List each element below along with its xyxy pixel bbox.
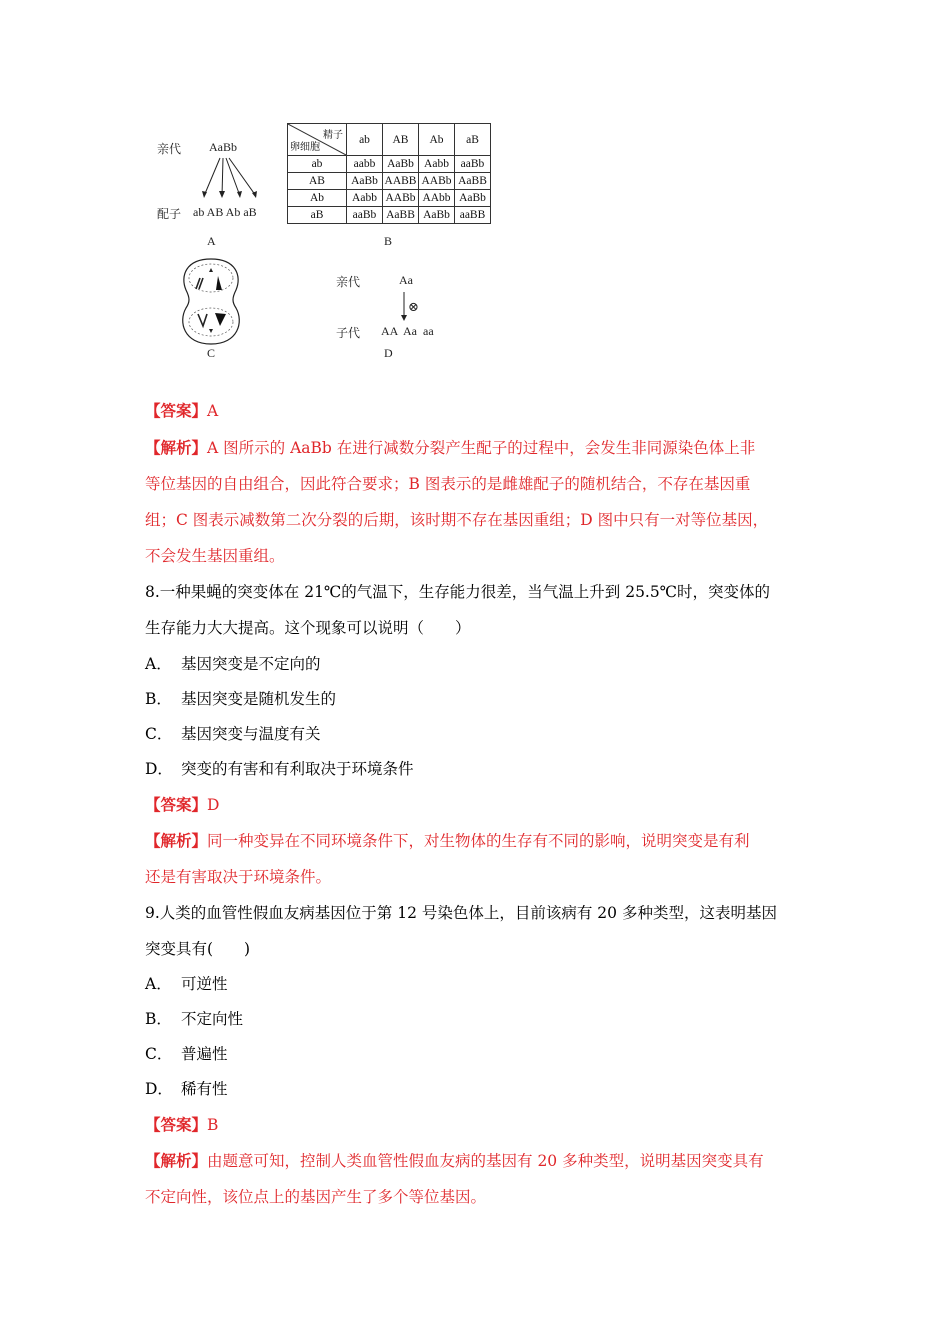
figure-d-offspring-label: 子代 bbox=[336, 326, 361, 340]
punnett-cell: aaBb bbox=[347, 207, 383, 224]
punnett-cell: AaBb bbox=[347, 173, 383, 190]
figure-d-selfing-symbol: ⊗ bbox=[408, 299, 419, 314]
answer-tag: 【答案】 bbox=[145, 401, 208, 420]
q9-stem-line: 突变具有( ) bbox=[145, 940, 251, 958]
q9-answer bbox=[145, 1115, 218, 1135]
q8-stem-line: 生存能力大大提高。这个现象可以说明（ ） bbox=[145, 619, 471, 637]
figure-a-parent-label: 亲代 bbox=[157, 142, 182, 156]
option-text: 基因突变是随机发生的 bbox=[181, 690, 337, 708]
option-letter: B． bbox=[145, 690, 172, 708]
figure-c-caption: C bbox=[207, 346, 216, 360]
option-text: 突变的有害和有利取决于环境条件 bbox=[181, 760, 414, 778]
figure-a-gametes: ab AB Ab aB bbox=[193, 205, 257, 219]
punnett-cell: AABb bbox=[419, 173, 455, 190]
q8-answer bbox=[145, 795, 219, 815]
punnett-cell: AABB bbox=[383, 173, 419, 190]
figure-a-parent-genotype: AaBb bbox=[209, 140, 237, 154]
figure-d-caption: D bbox=[384, 346, 393, 360]
punnett-cell: AaBb bbox=[419, 207, 455, 224]
q9-stem-line: 9.人类的血管性假血友病基因位于第 12 号染色体上，目前该病有 20 多种类型，这表明基因 bbox=[145, 904, 777, 922]
q9-analysis-line bbox=[145, 1151, 764, 1171]
punnett-cell: Aabb bbox=[347, 190, 383, 207]
analysis-text: 由题意可知，控制人类血管性假血友病的基因有 20 多种类型，说明基因突变具有 bbox=[207, 1152, 764, 1170]
option-letter: D． bbox=[145, 1080, 173, 1098]
q9-option-b bbox=[145, 1009, 243, 1029]
q8-option-b bbox=[145, 689, 336, 709]
q8-option-d bbox=[145, 759, 414, 779]
punnett-cell: AaBB bbox=[383, 207, 419, 224]
answer-tag: 【答案】 bbox=[145, 795, 208, 814]
option-text: 不定向性 bbox=[181, 1010, 244, 1028]
punnett-cell: AAbb bbox=[419, 190, 455, 207]
q8-analysis-line bbox=[145, 831, 750, 851]
punnett-corner-egg: 卵细胞 bbox=[290, 142, 320, 153]
figure-d-offspring: AA Aa aa bbox=[381, 324, 434, 338]
analysis-tag: 【解析】 bbox=[145, 831, 208, 850]
punnett-cell: AaBb bbox=[383, 156, 419, 173]
q9-option-c bbox=[145, 1044, 228, 1064]
q9-analysis-line: 不定向性，该位点上的基因产生了多个等位基因。 bbox=[145, 1188, 487, 1206]
q8-option-a bbox=[145, 654, 321, 674]
q7-analysis-line: 组；C 图表示减数第二次分裂的后期，该时期不存在基因重组；D 图中只有一对等位基因， bbox=[145, 511, 769, 529]
q8-analysis-line: 还是有害取决于环境条件。 bbox=[145, 868, 332, 886]
option-text: 可逆性 bbox=[181, 975, 228, 993]
punnett-cell: aaBB bbox=[455, 207, 491, 224]
q9-option-a bbox=[145, 974, 228, 994]
option-letter: C． bbox=[145, 1045, 173, 1063]
q7-analysis-line bbox=[145, 438, 755, 458]
q7-answer bbox=[145, 401, 218, 421]
figure-b-punnett-table bbox=[287, 123, 491, 224]
answer-value: A bbox=[207, 402, 219, 420]
q9-option-d bbox=[145, 1079, 228, 1099]
figure-b-caption: B bbox=[384, 234, 393, 248]
punnett-col-header: AB bbox=[383, 124, 419, 156]
answer-value: D bbox=[207, 796, 220, 814]
punnett-col-header: ab bbox=[347, 124, 383, 156]
figure-d-parent-label: 亲代 bbox=[336, 275, 361, 289]
answer-value: B bbox=[207, 1116, 219, 1134]
analysis-tag: 【解析】 bbox=[145, 438, 208, 457]
option-letter: D． bbox=[145, 760, 173, 778]
punnett-corner-sperm: 精子 bbox=[323, 130, 343, 141]
figure-a-arrows bbox=[196, 156, 268, 202]
figure-c-cell-division-drawing bbox=[176, 256, 246, 348]
punnett-row-header: ab bbox=[288, 156, 347, 173]
analysis-text: A 图所示的 AaBb 在进行减数分裂产生配子的过程中，会发生非同源染色体上非 bbox=[207, 439, 756, 457]
punnett-cell: AaBB bbox=[455, 173, 491, 190]
answer-tag: 【答案】 bbox=[145, 1115, 208, 1134]
q8-option-c bbox=[145, 724, 321, 744]
q8-stem-line: 8.一种果蝇的突变体在 21℃的气温下，生存能力很差，当气温上升到 25.5℃时，突变体的 bbox=[145, 583, 771, 601]
figure-a-caption: A bbox=[207, 234, 216, 248]
punnett-cell: Aabb bbox=[419, 156, 455, 173]
punnett-col-header: aB bbox=[455, 124, 491, 156]
punnett-row-header: AB bbox=[288, 173, 347, 190]
punnett-cell: aabb bbox=[347, 156, 383, 173]
analysis-text: 同一种变异在不同环境条件下，对生物体的生存有不同的影响，说明突变是有利 bbox=[207, 832, 750, 850]
punnett-row bbox=[288, 207, 491, 224]
option-letter: C． bbox=[145, 725, 173, 743]
option-text: 基因突变与温度有关 bbox=[181, 725, 321, 743]
option-text: 基因突变是不定向的 bbox=[181, 655, 321, 673]
figure-d-parent-genotype: Aa bbox=[399, 273, 413, 287]
option-text: 稀有性 bbox=[181, 1080, 228, 1098]
punnett-col-header: Ab bbox=[419, 124, 455, 156]
punnett-row-header: Ab bbox=[288, 190, 347, 207]
punnett-row bbox=[288, 190, 491, 207]
q7-analysis-line: 等位基因的自由组合，因此符合要求；B 图表示的是雌雄配子的随机结合，不存在基因重 bbox=[145, 475, 751, 493]
option-text: 普遍性 bbox=[181, 1045, 228, 1063]
option-letter: A． bbox=[145, 655, 172, 673]
figure-a-gamete-label: 配子 bbox=[157, 207, 182, 221]
punnett-cell: AABb bbox=[383, 190, 419, 207]
punnett-row bbox=[288, 173, 491, 190]
punnett-row bbox=[288, 156, 491, 173]
punnett-row-header: aB bbox=[288, 207, 347, 224]
punnett-cell: aaBb bbox=[455, 156, 491, 173]
analysis-tag: 【解析】 bbox=[145, 1151, 208, 1170]
punnett-corner-cell bbox=[288, 124, 347, 156]
option-letter: B． bbox=[145, 1010, 172, 1028]
option-letter: A． bbox=[145, 975, 172, 993]
q7-analysis-line: 不会发生基因重组。 bbox=[145, 547, 285, 565]
punnett-cell: AaBb bbox=[455, 190, 491, 207]
